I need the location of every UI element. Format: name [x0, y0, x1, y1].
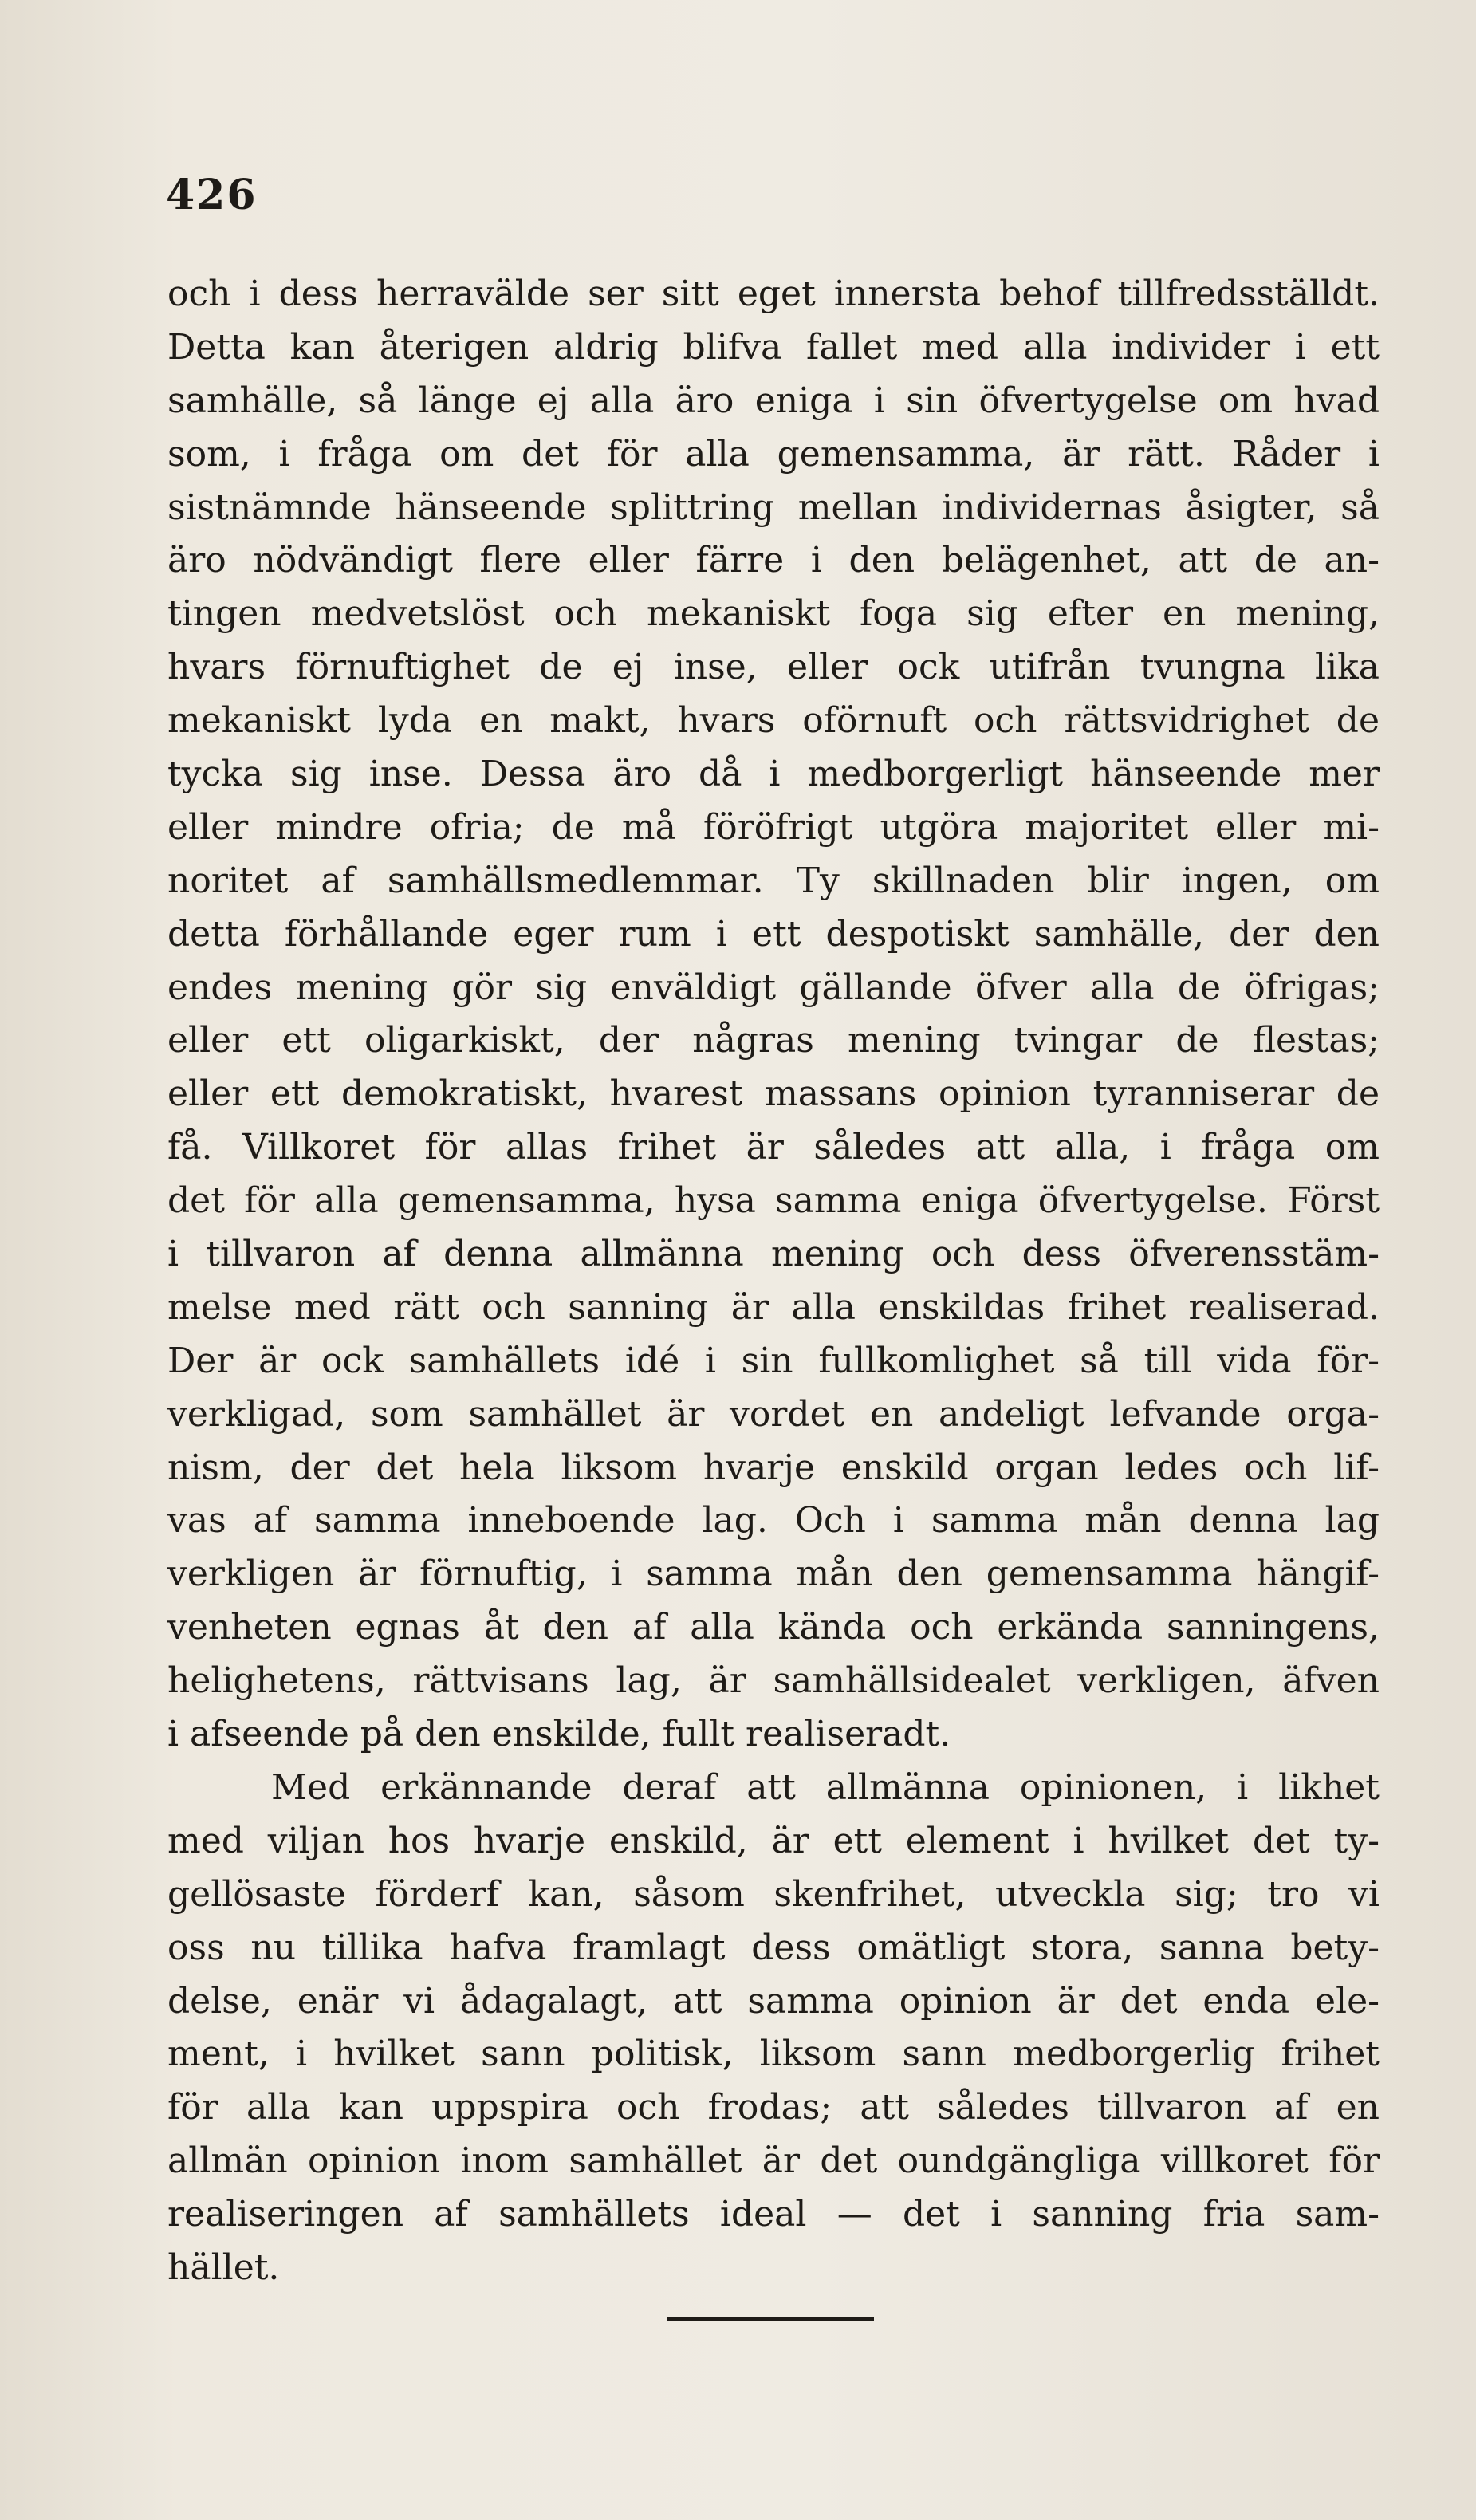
text-line: mekaniskt lyda en makt, hvars oförnuft och rättsvidrighet de — [167, 700, 1380, 742]
text-line: få. Villkoret för allas frihet är således att alla, i fråga om — [167, 1127, 1380, 1168]
text-line: det för alla gemensamma, hysa samma eniga öfvertygelse. Först — [167, 1180, 1380, 1222]
text-line: delse, enär vi ådagalagt, att samma opinion är det enda ele- — [167, 1980, 1380, 2022]
text-line: vas af samma inneboende lag. Och i samma mån denna lag — [167, 1500, 1380, 1542]
text-line: för alla kan uppspira och frodas; att således tillvaron af en — [167, 2087, 1380, 2128]
text-line: i afseende på den enskilde, fullt realiseradt. — [167, 1714, 951, 1755]
end-rule — [667, 2317, 874, 2321]
text-line: oss nu tillika hafva framlagt dess omätligt stora, sanna bety- — [167, 1927, 1380, 1968]
text-line: helighetens, rättvisans lag, är samhällsidealet verkligen, äfven — [167, 1660, 1380, 1702]
text-line: tingen medvetslöst och mekaniskt foga sig efter en mening, — [167, 593, 1380, 635]
text-line: nism, der det hela liksom hvarje enskild organ ledes och lif- — [167, 1447, 1380, 1488]
text-line: i tillvaron af denna allmänna mening och dess öfverensstäm- — [167, 1234, 1380, 1275]
text-line: hället. — [167, 2246, 280, 2288]
text-line: verkligad, som samhället är vordet en andeligt lefvande orga- — [167, 1393, 1380, 1435]
text-line: samhälle, så länge ej alla äro eniga i sin öfvertygelse om hvad — [167, 380, 1380, 421]
text-line: som, i fråga om det för alla gemensamma, är rätt. Råder i — [167, 433, 1380, 474]
page-number: 426 — [166, 171, 258, 219]
text-line: och i dess herravälde ser sitt eget innersta behof tillfredsställdt. — [167, 274, 1380, 314]
text-line: Der är ock samhällets idé i sin fullkomlighet så till vida för- — [167, 1340, 1380, 1381]
text-line: detta förhållande eger rum i ett despotiskt samhälle, der den — [167, 913, 1380, 955]
text-line: venheten egnas åt den af alla kända och erkända sanningens, — [167, 1607, 1380, 1648]
text-line: ment, i hvilket sann politisk, liksom sann medborgerlig frihet — [167, 2034, 1380, 2075]
text-line: endes mening gör sig enväldigt gällande öfver alla de öfrigas; — [167, 967, 1380, 1008]
text-line: verkligen är förnuftig, i samma mån den gemensamma hängif- — [167, 1553, 1380, 1595]
text-line: allmän opinion inom samhället är det oundgängliga villkoret för — [167, 2140, 1380, 2182]
text-line: realiseringen af samhällets ideal — det i sanning fria sam- — [167, 2194, 1380, 2235]
text-line: gellösaste förderf kan, såsom skenfrihet, utveckla sig; tro vi — [167, 1873, 1380, 1915]
text-line: eller ett oligarkiskt, der någras mening tvingar de flestas; — [167, 1020, 1380, 1061]
text-line: eller ett demokratiskt, hvarest massans opinion tyranniserar de — [167, 1073, 1380, 1115]
text-line: noritet af samhällsmedlemmar. Ty skillnaden blir ingen, om — [167, 860, 1380, 901]
text-line: tycka sig inse. Dessa äro då i medborgerligt hänseende mer — [167, 754, 1380, 795]
text-line: eller mindre ofria; de må föröfrigt utgöra majoritet eller mi- — [167, 806, 1380, 848]
text-line: Detta kan återigen aldrig blifva fallet med alla individer i ett — [167, 326, 1380, 368]
body-text — [167, 268, 1380, 2295]
text-line: hvars förnuftighet de ej inse, eller ock utifrån tvungna lika — [167, 647, 1380, 688]
text-line: Med erkännande deraf att allmänna opinionen, i likhet — [271, 1766, 1380, 1808]
text-line: med viljan hos hvarje enskild, är ett element i hvilket det ty- — [167, 1820, 1380, 1861]
text-line: sistnämnde hänseende splittring mellan individernas åsigter, så — [167, 486, 1380, 528]
text-line: melse med rätt och sanning är alla enskildas frihet realiserad. — [167, 1286, 1380, 1328]
text-line: äro nödvändigt flere eller färre i den belägenhet, att de an- — [167, 540, 1380, 581]
